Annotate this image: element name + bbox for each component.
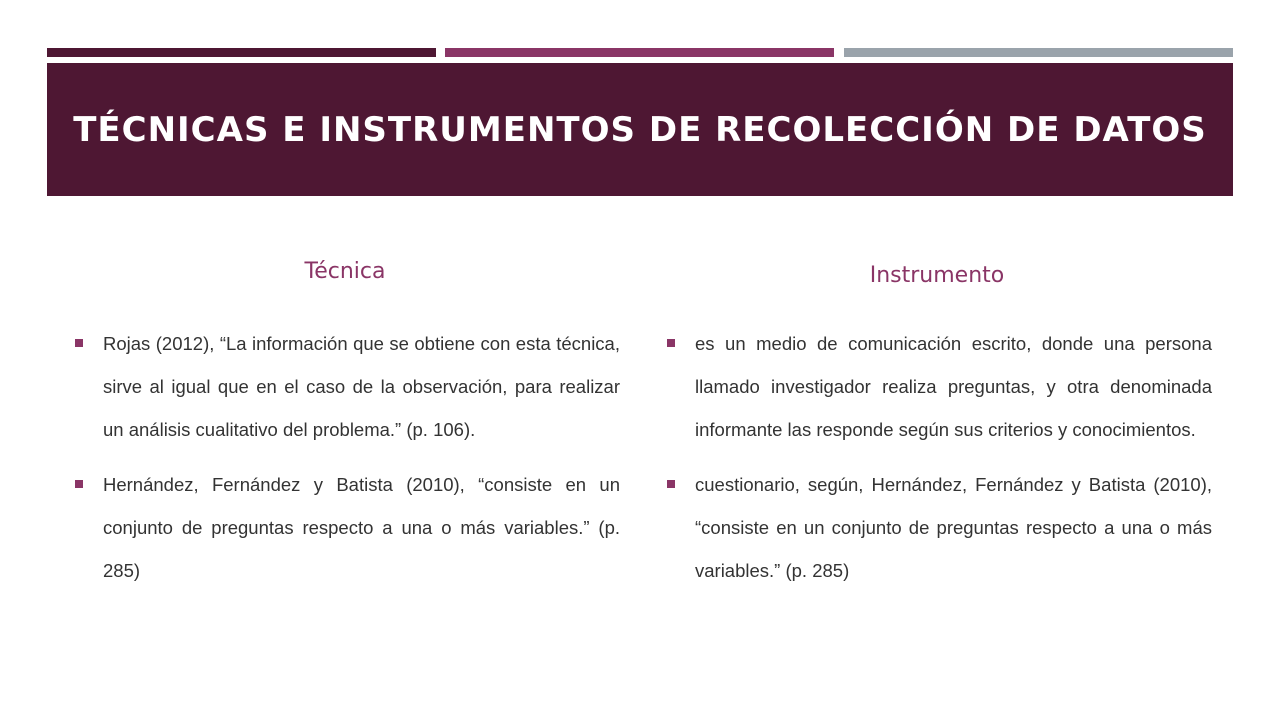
technique-column xyxy=(70,252,620,604)
technique-bullet-list xyxy=(70,322,620,592)
title-band xyxy=(47,63,1233,196)
square-bullet-icon xyxy=(667,480,675,488)
technique-heading: Técnica xyxy=(304,259,386,284)
slide-title: TÉCNICAS E INSTRUMENTOS DE RECOLECCIÓN DE DATOS xyxy=(73,109,1207,150)
instrument-heading: Instrumento xyxy=(869,263,1005,288)
bullet-text: cuestionario, según, Hernández, Fernández y Batista (2010), “consiste en un conjunto de preguntas respecto a una o más variables.” (p. 285) xyxy=(695,474,1212,581)
instrument-column xyxy=(662,252,1212,604)
list-item xyxy=(662,322,1212,451)
accent-bar-magenta xyxy=(445,48,834,57)
list-item xyxy=(662,463,1212,592)
instrument-bullet-list xyxy=(662,322,1212,592)
square-bullet-icon xyxy=(667,339,675,347)
list-item xyxy=(70,463,620,592)
square-bullet-icon xyxy=(75,339,83,347)
square-bullet-icon xyxy=(75,480,83,488)
bullet-text: es un medio de comunicación escrito, donde una persona llamado investigador realiza preguntas, y otra denominada informante las responde según sus criterios y conocimientos. xyxy=(695,333,1212,440)
accent-bar-gray xyxy=(844,48,1233,57)
bullet-text: Rojas (2012), “La información que se obtiene con esta técnica, sirve al igual que en el caso de la observación, para realizar un análisis cualitativo del problema.” (p. 106). xyxy=(103,333,620,440)
list-item xyxy=(70,322,620,451)
accent-bar-dark xyxy=(47,48,436,57)
bullet-text: Hernández, Fernández y Batista (2010), “consiste en un conjunto de preguntas respecto a una o más variables.” (p. 285) xyxy=(103,474,620,581)
